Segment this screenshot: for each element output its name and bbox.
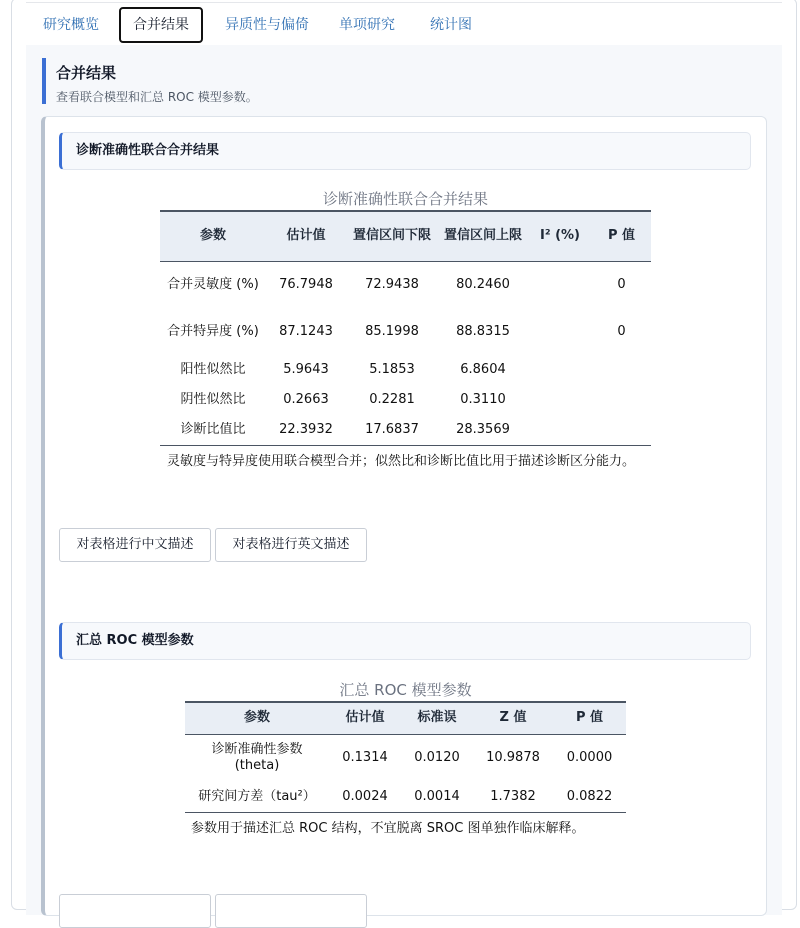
describe-table-english-button[interactable]: 对表格进行英文描述	[215, 528, 367, 562]
pooled-table-note: 灵敏度与特异度使用联合模型合并；似然比和诊断比值比用于描述诊断区分能力。	[167, 454, 636, 469]
table-cell: 0.0014	[401, 782, 473, 812]
table-cell: 76.7948	[279, 277, 333, 293]
column-header: 估计值	[329, 702, 401, 734]
column-header: 标准误	[401, 702, 473, 734]
sroc-params-table	[185, 701, 626, 813]
tab-pooled-results[interactable]: 合并结果	[119, 7, 203, 43]
table-cell: 0.0000	[566, 750, 613, 766]
column-header: I² (%)	[528, 211, 592, 261]
tab-charts[interactable]: 统计图	[430, 17, 472, 33]
tab-single-study[interactable]: 单项研究	[339, 17, 395, 33]
table-cell: 阴性似然比	[180, 392, 246, 407]
describe-sroc-chinese-button[interactable]	[59, 894, 211, 928]
table-cell: 88.8315	[456, 324, 510, 339]
table-cell	[528, 355, 592, 385]
table-cell: 合并灵敏度 (%)	[167, 277, 259, 293]
column-header: Z 值	[473, 702, 553, 734]
table-cell: 6.8604	[460, 362, 506, 377]
table-row	[185, 734, 626, 782]
table-cell: 阳性似然比	[180, 362, 246, 377]
table-row	[160, 355, 651, 385]
table-cell: 5.9643	[283, 362, 329, 377]
table-cell: 0.3110	[460, 392, 506, 407]
describe-table-chinese-button[interactable]: 对表格进行中文描述	[59, 528, 211, 562]
table-cell: 0	[617, 277, 626, 293]
table-row	[185, 782, 626, 812]
pooled-results-table	[160, 210, 651, 446]
table-cell: 80.2460	[456, 277, 510, 293]
tab-heterogeneity-bias[interactable]: 异质性与偏倚	[225, 17, 309, 33]
tab-bar	[26, 2, 782, 46]
table-cell: 28.3569	[438, 415, 528, 445]
table-cell: 72.9438	[365, 277, 419, 293]
table-cell: 85.1998	[365, 324, 419, 339]
table-cell	[592, 355, 651, 385]
table-cell	[592, 415, 651, 445]
column-header: P 值	[592, 211, 651, 261]
section-subtitle: 查看联合模型和汇总 ROC 模型参数。	[56, 90, 258, 104]
table-cell: 0.2663	[283, 392, 329, 407]
table-cell	[528, 309, 592, 355]
section-header	[42, 58, 742, 104]
table-cell: 0.0822	[553, 782, 626, 812]
column-header: P 值	[553, 702, 626, 734]
table-cell	[592, 385, 651, 415]
table-cell	[528, 385, 592, 415]
table-cell: 研究间方差（tau²）	[185, 782, 329, 812]
pooled-table-caption: 诊断准确性联合合并结果	[322, 190, 488, 208]
pooled-results-header: 诊断准确性联合合并结果	[59, 132, 751, 170]
sroc-table-note: 参数用于描述汇总 ROC 结构，不宜脱离 SROC 图单独作临床解释。	[191, 821, 585, 836]
table-row	[160, 309, 651, 355]
table-row	[160, 261, 651, 309]
table-cell: 0.2281	[369, 392, 415, 407]
table-cell: 诊断比值比	[160, 415, 266, 445]
table-cell: 0.0024	[329, 782, 401, 812]
sroc-params-header: 汇总 ROC 模型参数	[59, 622, 751, 660]
table-cell: 5.1853	[369, 362, 415, 377]
table-cell	[528, 415, 592, 445]
sroc-table-caption: 汇总 ROC 模型参数	[339, 681, 472, 699]
table-cell: 合并特异度 (%)	[167, 324, 259, 339]
table-cell: 0.1314	[342, 750, 388, 766]
section-title: 合并结果	[56, 64, 117, 82]
table-row	[160, 385, 651, 415]
column-header: 置信区间下限	[346, 211, 438, 261]
table-cell: 诊断准确性参数 (theta)	[211, 742, 303, 774]
column-header: 参数	[160, 211, 266, 261]
table-cell: 10.9878	[486, 750, 540, 766]
table-cell: 87.1243	[279, 324, 333, 339]
column-header: 估计值	[266, 211, 346, 261]
table-cell: 17.6837	[346, 415, 438, 445]
column-header: 置信区间上限	[438, 211, 528, 261]
table-row	[160, 415, 651, 445]
table-cell: 1.7382	[473, 782, 553, 812]
table-cell: 0	[617, 324, 626, 339]
table-cell: 22.3932	[266, 415, 346, 445]
table-cell: 0.0120	[414, 750, 460, 766]
tab-study-overview[interactable]: 研究概览	[43, 17, 99, 33]
table-cell	[528, 261, 592, 309]
column-header: 参数	[185, 702, 329, 734]
describe-sroc-english-button[interactable]	[215, 894, 367, 928]
